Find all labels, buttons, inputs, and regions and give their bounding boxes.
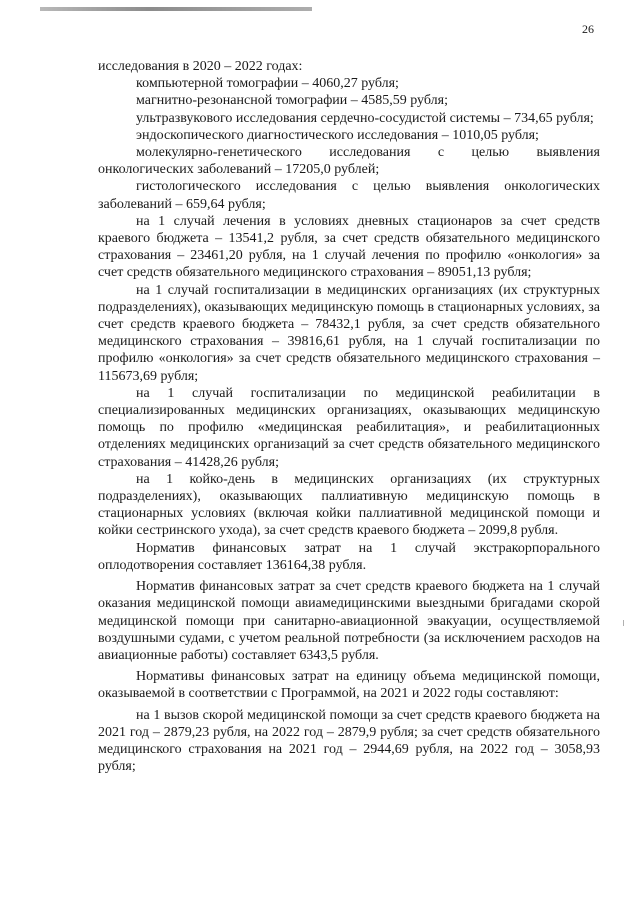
paragraph-histology: гистологического исследования с целью выявления онкологических заболеваний – 659,64 рубля; [98, 179, 600, 212]
paragraph-ambulance-call: на 1 вызов скорой медицинской помощи за счет средств краевого бюджета на 2021 год – 2879,23 рубля, на 2022 год – 2879,9 рубля; за счет средств обязательного медицинского страхования на 2021 год – 2944,69 рубля, на 2022 год – 3058,93 рубля; [98, 707, 600, 775]
paragraph-rehabilitation: на 1 случай госпитализации по медицинской реабилитации в специализированных медицинских организациях, оказывающих медицинскую помощь по профилю «медицинская реабилитация», и реабилитационных отделениях медицинских организаций за счет средств обязательного медицинского страхования – 41428,26 рубля; [98, 385, 600, 470]
paragraph-ivf-norm: Норматив финансовых затрат на 1 случай экстракорпорального оплодотворения составляет 136164,38 рубля. [98, 540, 600, 573]
paragraph-day-hospital: на 1 случай лечения в условиях дневных стационаров за счет средств краевого бюджета – 13541,2 рубля, за счет средств обязательного медицинского страхования – 23461,20 рубля, на 1 случай лечения по профилю «онкология» за счет средств обязательного медицинского страхования – 89051,13 рубля; [98, 213, 600, 281]
paragraph-ultrasound: ультразвукового исследования сердечно-сосудистой системы – 734,65 рубля; [136, 110, 594, 126]
scan-edge-stripe [40, 7, 312, 11]
paragraph-palliative: на 1 койко-день в медицинских организациях (их структурных подразделениях), оказывающих паллиативную медицинскую помощь в стационарных условиях (включая койки паллиативной медицинской помощи и койки сестринского ухода), за счет средств краевого бюджета – 2099,8 рубля. [98, 471, 600, 539]
page-number: 26 [582, 22, 594, 36]
paragraph-endoscopy: эндоскопического диагностического исследования – 1010,05 рубля; [136, 127, 539, 143]
paragraph-hospitalization: на 1 случай госпитализации в медицинских организациях (их структурных подразделениях), оказывающих медицинскую помощь в стационарных условиях, за счет средств краевого бюджета – 78432,1 рубля, за счет средств обязательного медицинского страхования – 39816,61 рубля, на 1 случай госпитализации по профилю «онкология» за счет средств обязательного медицинского страхования – 115673,69 рубля; [98, 282, 600, 384]
paragraph-norms-2021-2022: Нормативы финансовых затрат на единицу объема медицинской помощи, оказываемой в соответствии с Программой, на 2021 и 2022 годы составляют: [98, 669, 600, 702]
paragraph-mri: магнитно-резонансной томографии – 4585,59 рубля; [136, 93, 448, 109]
paragraph-molecular-genetic: молекулярно-генетического исследования с целью выявления онкологических заболеваний – 17205,0 рублей; [98, 145, 600, 178]
paragraph-research-intro: исследования в 2020 – 2022 годах: [98, 59, 303, 74]
paragraph-air-ambulance-norm: Норматив финансовых затрат за счет средств краевого бюджета на 1 случай оказания медицинской помощи авиамедицинскими выездными бригадами скорой медицинской помощи при санитарно-авиационной эвакуации, осуществляемой воздушными судами, с учетом реальной потребности (за исключением расходов на авиационные работы) составляет 6343,5 рубля. [98, 579, 600, 663]
paragraph-ct: компьютерной томографии – 4060,27 рубля; [136, 76, 399, 92]
scan-edge-mark [623, 620, 624, 626]
document-body [98, 58, 600, 775]
